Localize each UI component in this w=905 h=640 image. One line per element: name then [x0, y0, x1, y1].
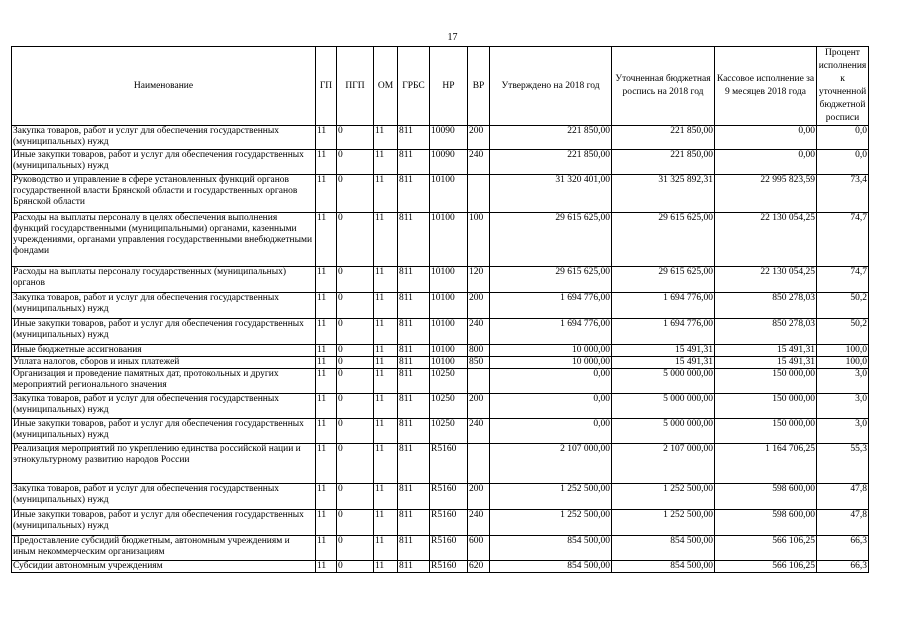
cell-pgp: 0 — [337, 150, 374, 175]
cell-percent: 0,0 — [817, 126, 869, 150]
cell-percent: 47,8 — [817, 510, 869, 536]
table-row — [12, 150, 869, 175]
cell-vr — [468, 175, 490, 213]
cell-name: Организация и проведение памятных дат, протокольных и других мероприятий регионального значения — [12, 369, 316, 394]
cell-nr: 10100 — [430, 293, 468, 319]
cell-refined: 29 615 625,00 — [612, 267, 715, 293]
cell-om: 11 — [374, 484, 398, 510]
cell-percent: 100,0 — [817, 345, 869, 357]
cell-percent: 66,3 — [817, 561, 869, 573]
cell-percent: 47,8 — [817, 484, 869, 510]
cell-cash: 150 000,00 — [715, 419, 817, 444]
header-row — [12, 47, 869, 126]
cell-grbs: 811 — [398, 213, 430, 267]
header-percent: Процент исполнения к уточненной бюджетной росписи — [817, 47, 869, 126]
cell-om: 11 — [374, 394, 398, 419]
cell-grbs: 811 — [398, 419, 430, 444]
cell-nr: 10100 — [430, 267, 468, 293]
cell-percent: 3,0 — [817, 369, 869, 394]
cell-cash: 150 000,00 — [715, 369, 817, 394]
cell-gp: 11 — [316, 357, 337, 369]
cell-om: 11 — [374, 561, 398, 573]
cell-nr: 10100 — [430, 213, 468, 267]
cell-name: Субсидии автономным учреждениям — [12, 561, 316, 573]
cell-gp: 11 — [316, 293, 337, 319]
cell-pgp: 0 — [337, 126, 374, 150]
cell-pgp: 0 — [337, 394, 374, 419]
cell-approved: 1 694 776,00 — [490, 319, 612, 345]
cell-approved: 0,00 — [490, 369, 612, 394]
table-row — [12, 319, 869, 345]
cell-vr: 240 — [468, 150, 490, 175]
cell-vr — [468, 369, 490, 394]
cell-om: 11 — [374, 444, 398, 484]
cell-nr: 10250 — [430, 394, 468, 419]
cell-name: Закупка товаров, работ и услуг для обеспечения государственных (муниципальных) нужд — [12, 394, 316, 419]
cell-vr: 200 — [468, 394, 490, 419]
cell-om: 11 — [374, 357, 398, 369]
cell-vr: 200 — [468, 484, 490, 510]
cell-cash: 850 278,03 — [715, 319, 817, 345]
cell-approved: 2 107 000,00 — [490, 444, 612, 484]
cell-gp: 11 — [316, 444, 337, 484]
cell-gp: 11 — [316, 369, 337, 394]
cell-grbs: 811 — [398, 484, 430, 510]
cell-gp: 11 — [316, 213, 337, 267]
cell-gp: 11 — [316, 345, 337, 357]
cell-pgp: 0 — [337, 369, 374, 394]
cell-cash: 22 130 054,25 — [715, 213, 817, 267]
table-row — [12, 419, 869, 444]
cell-grbs: 811 — [398, 536, 430, 561]
cell-percent: 55,3 — [817, 444, 869, 484]
cell-name: Иные закупки товаров, работ и услуг для обеспечения государственных (муниципальных) нужд — [12, 419, 316, 444]
cell-nr: 10250 — [430, 419, 468, 444]
cell-refined: 2 107 000,00 — [612, 444, 715, 484]
cell-refined: 29 615 625,00 — [612, 213, 715, 267]
cell-grbs: 811 — [398, 561, 430, 573]
cell-pgp: 0 — [337, 357, 374, 369]
cell-approved: 0,00 — [490, 419, 612, 444]
cell-om: 11 — [374, 293, 398, 319]
cell-name: Иные бюджетные ассигнования — [12, 345, 316, 357]
cell-nr: 10100 — [430, 175, 468, 213]
table-row — [12, 267, 869, 293]
cell-vr: 800 — [468, 345, 490, 357]
cell-om: 11 — [374, 126, 398, 150]
table-row — [12, 444, 869, 484]
cell-vr: 620 — [468, 561, 490, 573]
cell-pgp: 0 — [337, 510, 374, 536]
cell-refined: 854 500,00 — [612, 561, 715, 573]
cell-name: Иные закупки товаров, работ и услуг для обеспечения государственных (муниципальных) нужд — [12, 150, 316, 175]
table-row — [12, 213, 869, 267]
table-row — [12, 510, 869, 536]
cell-cash: 1 164 706,25 — [715, 444, 817, 484]
cell-cash: 598 600,00 — [715, 510, 817, 536]
cell-nr: 10250 — [430, 369, 468, 394]
header-om: ОМ — [374, 47, 398, 126]
cell-gp: 11 — [316, 267, 337, 293]
cell-pgp: 0 — [337, 345, 374, 357]
table-row — [12, 394, 869, 419]
cell-gp: 11 — [316, 175, 337, 213]
cell-om: 11 — [374, 419, 398, 444]
cell-pgp: 0 — [337, 536, 374, 561]
cell-om: 11 — [374, 536, 398, 561]
cell-approved: 29 615 625,00 — [490, 213, 612, 267]
cell-vr: 200 — [468, 126, 490, 150]
cell-cash: 22 130 054,25 — [715, 267, 817, 293]
cell-percent: 3,0 — [817, 394, 869, 419]
cell-refined: 221 850,00 — [612, 150, 715, 175]
cell-nr: R5160 — [430, 444, 468, 484]
cell-om: 11 — [374, 150, 398, 175]
cell-grbs: 811 — [398, 345, 430, 357]
cell-approved: 10 000,00 — [490, 357, 612, 369]
header-refined: Уточненная бюджетная роспись на 2018 год — [612, 47, 715, 126]
cell-vr: 240 — [468, 419, 490, 444]
cell-percent: 73,4 — [817, 175, 869, 213]
cell-refined: 31 325 892,31 — [612, 175, 715, 213]
cell-pgp: 0 — [337, 319, 374, 345]
cell-percent: 50,2 — [817, 319, 869, 345]
cell-pgp: 0 — [337, 293, 374, 319]
cell-vr: 120 — [468, 267, 490, 293]
cell-refined: 854 500,00 — [612, 536, 715, 561]
header-grbs: ГРБС — [398, 47, 430, 126]
header-gp: ГП — [316, 47, 337, 126]
table-row — [12, 369, 869, 394]
cell-grbs: 811 — [398, 394, 430, 419]
cell-approved: 31 320 401,00 — [490, 175, 612, 213]
cell-grbs: 811 — [398, 444, 430, 484]
cell-name: Закупка товаров, работ и услуг для обеспечения государственных (муниципальных) нужд — [12, 484, 316, 510]
cell-vr: 850 — [468, 357, 490, 369]
cell-vr: 100 — [468, 213, 490, 267]
cell-om: 11 — [374, 213, 398, 267]
cell-pgp: 0 — [337, 444, 374, 484]
cell-cash: 566 106,25 — [715, 561, 817, 573]
cell-nr: 10100 — [430, 345, 468, 357]
cell-nr: 10100 — [430, 357, 468, 369]
header-nr: НР — [430, 47, 468, 126]
table-row — [12, 536, 869, 561]
cell-grbs: 811 — [398, 150, 430, 175]
cell-approved: 854 500,00 — [490, 536, 612, 561]
cell-pgp: 0 — [337, 484, 374, 510]
cell-pgp: 0 — [337, 561, 374, 573]
cell-gp: 11 — [316, 150, 337, 175]
cell-cash: 850 278,03 — [715, 293, 817, 319]
cell-percent: 50,2 — [817, 293, 869, 319]
cell-vr — [468, 444, 490, 484]
cell-approved: 221 850,00 — [490, 126, 612, 150]
cell-nr: 10100 — [430, 319, 468, 345]
cell-name: Реализация мероприятий по укреплению единства российской нации и этнокультурному развитию народов России — [12, 444, 316, 484]
cell-gp: 11 — [316, 319, 337, 345]
cell-refined: 1 252 500,00 — [612, 484, 715, 510]
cell-name: Закупка товаров, работ и услуг для обеспечения государственных (муниципальных) нужд — [12, 293, 316, 319]
cell-nr: 10090 — [430, 126, 468, 150]
cell-nr: R5160 — [430, 510, 468, 536]
cell-cash: 566 106,25 — [715, 536, 817, 561]
cell-approved: 10 000,00 — [490, 345, 612, 357]
table-row — [12, 484, 869, 510]
cell-approved: 0,00 — [490, 394, 612, 419]
cell-gp: 11 — [316, 510, 337, 536]
cell-refined: 15 491,31 — [612, 345, 715, 357]
cell-approved: 1 252 500,00 — [490, 510, 612, 536]
cell-om: 11 — [374, 369, 398, 394]
cell-grbs: 811 — [398, 126, 430, 150]
header-cash: Кассовое исполнение за 9 месяцев 2018 года — [715, 47, 817, 126]
header-vr: ВР — [468, 47, 490, 126]
cell-gp: 11 — [316, 126, 337, 150]
header-name: Наименование — [12, 47, 316, 126]
cell-cash: 0,00 — [715, 150, 817, 175]
cell-cash: 15 491,31 — [715, 357, 817, 369]
cell-name: Расходы на выплаты персоналу государственных (муниципальных) органов — [12, 267, 316, 293]
cell-refined: 5 000 000,00 — [612, 419, 715, 444]
cell-gp: 11 — [316, 484, 337, 510]
cell-grbs: 811 — [398, 319, 430, 345]
cell-refined: 5 000 000,00 — [612, 394, 715, 419]
cell-refined: 15 491,31 — [612, 357, 715, 369]
cell-pgp: 0 — [337, 419, 374, 444]
cell-cash: 22 995 823,59 — [715, 175, 817, 213]
cell-approved: 29 615 625,00 — [490, 267, 612, 293]
cell-percent: 100,0 — [817, 357, 869, 369]
cell-vr: 200 — [468, 293, 490, 319]
cell-refined: 5 000 000,00 — [612, 369, 715, 394]
cell-om: 11 — [374, 319, 398, 345]
cell-refined: 221 850,00 — [612, 126, 715, 150]
cell-percent: 74,7 — [817, 213, 869, 267]
cell-cash: 598 600,00 — [715, 484, 817, 510]
table-row — [12, 561, 869, 573]
cell-nr: R5160 — [430, 561, 468, 573]
table-row — [12, 345, 869, 357]
cell-approved: 221 850,00 — [490, 150, 612, 175]
table-row — [12, 357, 869, 369]
header-ppgp: ПГП — [337, 47, 374, 126]
cell-name: Предоставление субсидий бюджетным, автономным учреждениям и иным некоммерческим организациям — [12, 536, 316, 561]
cell-pgp: 0 — [337, 213, 374, 267]
cell-approved: 854 500,00 — [490, 561, 612, 573]
cell-gp: 11 — [316, 536, 337, 561]
cell-nr: 10090 — [430, 150, 468, 175]
table-row — [12, 126, 869, 150]
cell-percent: 0,0 — [817, 150, 869, 175]
table-row — [12, 175, 869, 213]
cell-vr: 600 — [468, 536, 490, 561]
cell-nr: R5160 — [430, 536, 468, 561]
header-approved: Утверждено на 2018 год — [490, 47, 612, 126]
cell-approved: 1 694 776,00 — [490, 293, 612, 319]
table-row — [12, 293, 869, 319]
cell-nr: R5160 — [430, 484, 468, 510]
page-number: 17 — [447, 32, 458, 43]
cell-name: Уплата налогов, сборов и иных платежей — [12, 357, 316, 369]
cell-grbs: 811 — [398, 267, 430, 293]
cell-om: 11 — [374, 345, 398, 357]
cell-name: Иные закупки товаров, работ и услуг для обеспечения государственных (муниципальных) нужд — [12, 510, 316, 536]
cell-percent: 3,0 — [817, 419, 869, 444]
cell-vr: 240 — [468, 510, 490, 536]
cell-approved: 1 252 500,00 — [490, 484, 612, 510]
cell-gp: 11 — [316, 561, 337, 573]
cell-refined: 1 694 776,00 — [612, 293, 715, 319]
budget-table — [11, 46, 869, 573]
cell-cash: 150 000,00 — [715, 394, 817, 419]
cell-name: Руководство и управление в сфере установленных функций органов государственной власти Брянской области и государственных органов Брянской области — [12, 175, 316, 213]
cell-grbs: 811 — [398, 357, 430, 369]
cell-om: 11 — [374, 175, 398, 213]
cell-grbs: 811 — [398, 175, 430, 213]
cell-pgp: 0 — [337, 175, 374, 213]
cell-refined: 1 252 500,00 — [612, 510, 715, 536]
cell-name: Закупка товаров, работ и услуг для обеспечения государственных (муниципальных) нужд — [12, 126, 316, 150]
cell-percent: 74,7 — [817, 267, 869, 293]
cell-gp: 11 — [316, 394, 337, 419]
cell-pgp: 0 — [337, 267, 374, 293]
cell-om: 11 — [374, 267, 398, 293]
cell-vr: 240 — [468, 319, 490, 345]
cell-grbs: 811 — [398, 293, 430, 319]
cell-refined: 1 694 776,00 — [612, 319, 715, 345]
cell-grbs: 811 — [398, 369, 430, 394]
cell-percent: 66,3 — [817, 536, 869, 561]
cell-gp: 11 — [316, 419, 337, 444]
cell-om: 11 — [374, 510, 398, 536]
cell-name: Иные закупки товаров, работ и услуг для обеспечения государственных (муниципальных) нужд — [12, 319, 316, 345]
cell-cash: 15 491,31 — [715, 345, 817, 357]
cell-grbs: 811 — [398, 510, 430, 536]
cell-name: Расходы на выплаты персоналу в целях обеспечения выполнения функций государственными (муниципальными) органами, казенными учреждениями, органами управления государственными внебюджетными фондами — [12, 213, 316, 267]
cell-cash: 0,00 — [715, 126, 817, 150]
